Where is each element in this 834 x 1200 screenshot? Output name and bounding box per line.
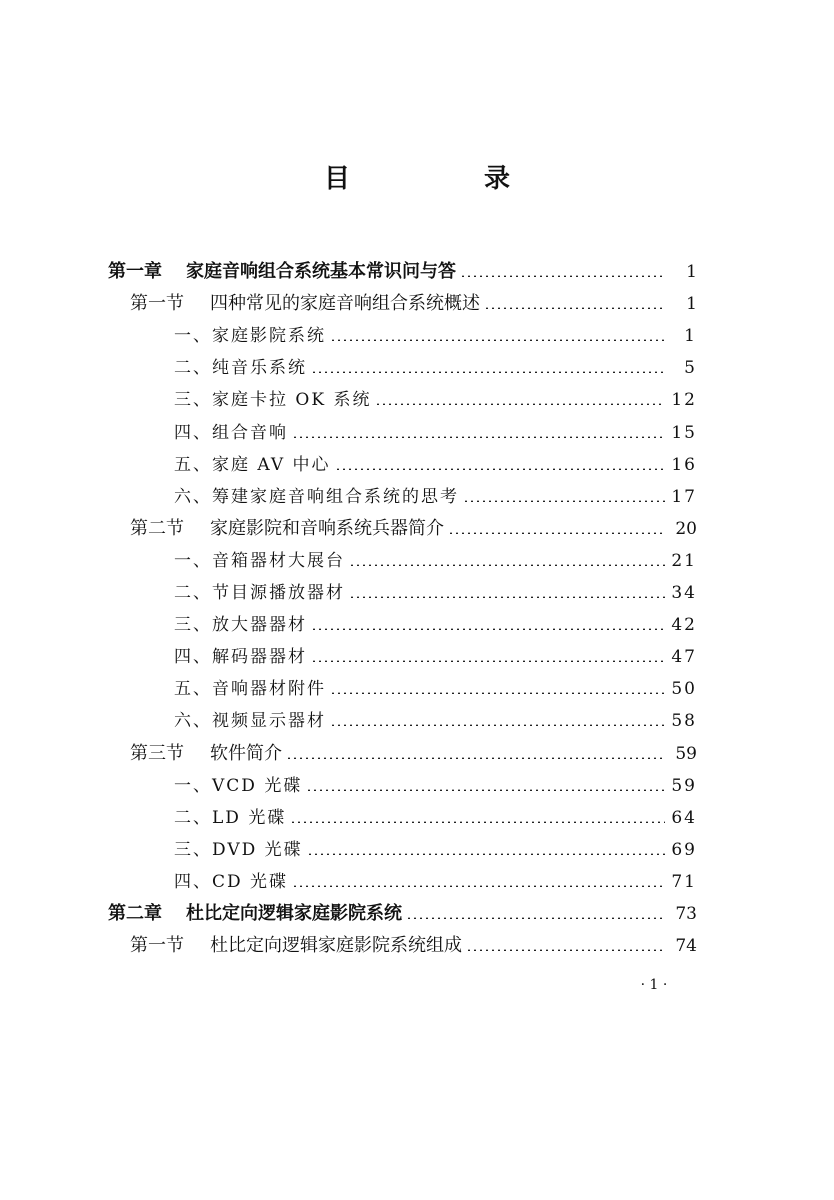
toc-page-number: 5 xyxy=(684,358,697,379)
toc-chapter-entry xyxy=(108,898,697,930)
toc-entry-text: 五、音响器材附件 xyxy=(174,679,326,700)
toc-entry-label xyxy=(174,320,326,352)
toc-entry-label xyxy=(174,352,307,384)
toc-entry-label xyxy=(174,449,331,481)
toc-page-number: 21 xyxy=(671,550,697,571)
toc-entry-label xyxy=(130,513,444,545)
toc-page-number: 64 xyxy=(671,807,697,828)
toc-entry-text: 三、家庭卡拉 OK 系统 xyxy=(174,390,372,411)
dot-leader xyxy=(349,596,665,598)
toc-entry-text: 一、家庭影院系统 xyxy=(174,326,326,347)
toc-page-number: 15 xyxy=(671,422,697,443)
toc-entry-text: 四、解码器器材 xyxy=(174,647,307,668)
toc-page-number: 16 xyxy=(671,454,697,475)
toc-subsection-entry xyxy=(174,545,697,577)
toc-subsection-entry xyxy=(174,320,697,352)
toc-page-number: 20 xyxy=(675,518,697,539)
toc-entry-number: 第一章 xyxy=(108,261,162,282)
toc-entry-text: 杜比定向逻辑家庭影院系统 xyxy=(186,903,402,924)
toc-entry-text: 一、音箱器材大展台 xyxy=(174,550,345,571)
dot-leader xyxy=(460,275,665,277)
toc-entry-label xyxy=(130,930,462,962)
toc-subsection-entry xyxy=(174,641,697,673)
dot-leader xyxy=(311,660,665,662)
dot-leader xyxy=(463,500,665,502)
toc-entry-label xyxy=(130,288,480,320)
toc-section-entry xyxy=(130,930,697,962)
toc-chapter-entry xyxy=(108,256,697,288)
toc-entry-label xyxy=(174,705,326,737)
toc-subsection-entry xyxy=(174,770,697,802)
toc-page-number: 59 xyxy=(671,775,697,796)
toc-page-number: 17 xyxy=(671,486,697,507)
toc-entry-label xyxy=(174,609,307,641)
toc-page-number: 1 xyxy=(684,326,697,347)
toc-section-entry xyxy=(130,288,697,320)
toc-entry-number: 第一节 xyxy=(130,935,184,957)
toc-entry-text: 家庭影院和音响系统兵器简介 xyxy=(210,517,444,539)
toc-subsection-entry xyxy=(174,352,697,384)
toc-entry-label xyxy=(174,384,371,416)
toc-page-number: 1 xyxy=(686,262,697,282)
toc-entry-number: 第一节 xyxy=(130,293,184,315)
toc-entry-text: 二、纯音乐系统 xyxy=(174,358,307,379)
toc-entry-label xyxy=(174,545,345,577)
dot-leader xyxy=(349,564,665,566)
toc-subsection-entry xyxy=(174,802,697,834)
toc-entry-text: 软件简介 xyxy=(210,742,282,764)
toc-subsection-entry xyxy=(174,609,697,641)
dot-leader xyxy=(306,789,665,791)
toc-entry-text: 三、放大器器材 xyxy=(174,615,307,636)
toc-entry-text: 六、筹建家庭音响组合系统的思考 xyxy=(174,486,459,507)
toc-entry-label xyxy=(174,673,326,705)
dot-leader xyxy=(311,628,665,630)
toc-subsection-entry xyxy=(174,417,697,449)
toc-subsection-entry xyxy=(174,384,697,416)
toc-entry-label xyxy=(174,481,459,513)
toc-subsection-entry xyxy=(174,481,697,513)
dot-leader xyxy=(406,917,665,919)
toc-page-number: 59 xyxy=(675,743,697,764)
toc-page-number: 12 xyxy=(671,390,697,411)
toc-page-number: 74 xyxy=(675,936,697,957)
toc-page-number: 42 xyxy=(671,615,697,636)
dot-leader xyxy=(307,853,665,855)
page-number-footer: · 1 · xyxy=(640,977,668,993)
toc-entry-text: 六、视频显示器材 xyxy=(174,711,326,732)
toc-page-number: 58 xyxy=(671,711,697,732)
dot-leader xyxy=(484,307,665,309)
toc-page-number: 34 xyxy=(671,583,697,603)
dot-leader xyxy=(330,724,665,726)
toc-entry-label xyxy=(174,770,302,802)
toc-subsection-entry xyxy=(174,577,697,609)
toc-entry-label xyxy=(174,417,288,449)
toc-page-number: 47 xyxy=(671,647,697,668)
toc-page-number: 73 xyxy=(675,904,697,924)
dot-leader xyxy=(330,692,665,694)
toc-entry-text: 二、LD 光碟 xyxy=(174,807,287,828)
toc-entry-text: 四种常见的家庭音响组合系统概述 xyxy=(210,293,480,315)
dot-leader xyxy=(290,821,665,823)
dot-leader xyxy=(375,403,665,405)
dot-leader xyxy=(335,468,665,470)
dot-leader xyxy=(448,532,665,534)
toc-entry-label xyxy=(108,256,456,288)
toc-entry-number: 第三节 xyxy=(130,742,184,764)
toc-subsection-entry xyxy=(174,705,697,737)
toc-entry-text: 家庭音响组合系统基本常识问与答 xyxy=(186,261,456,282)
toc-entry-label xyxy=(174,866,288,898)
toc-entry-label xyxy=(108,898,402,930)
dot-leader xyxy=(292,885,665,887)
dot-leader xyxy=(466,949,665,951)
toc-subsection-entry xyxy=(174,449,697,481)
toc-entry-number: 第二章 xyxy=(108,903,162,924)
toc-section-entry xyxy=(130,513,697,545)
toc-page-number: 69 xyxy=(671,839,697,860)
toc-entry-text: 杜比定向逻辑家庭影院系统组成 xyxy=(210,935,462,957)
toc-entry-text: 五、家庭 AV 中心 xyxy=(174,454,331,475)
toc-page-number: 1 xyxy=(686,294,697,315)
toc-subsection-entry xyxy=(174,673,697,705)
toc-entry-label xyxy=(174,802,286,834)
toc-entry-label xyxy=(174,641,307,673)
toc-entry-text: 三、DVD 光碟 xyxy=(174,839,303,860)
toc-subsection-entry xyxy=(174,866,697,898)
toc-entry-label xyxy=(130,738,282,770)
page-title: 目 录 xyxy=(323,164,564,194)
dot-leader xyxy=(286,757,665,759)
dot-leader xyxy=(330,339,665,341)
toc-page-number: 71 xyxy=(671,871,697,892)
toc-entry-text: 四、CD 光碟 xyxy=(174,871,289,892)
toc-entry-text: 四、组合音响 xyxy=(174,422,288,443)
toc-subsection-entry xyxy=(174,834,697,866)
toc-entry-text: 二、节目源播放器材 xyxy=(174,583,345,603)
toc-entry-number: 第二节 xyxy=(130,517,184,539)
toc-entry-text: 一、VCD 光碟 xyxy=(174,775,303,796)
toc-section-entry xyxy=(130,738,697,770)
dot-leader xyxy=(292,436,665,438)
dot-leader xyxy=(311,371,665,373)
toc-entry-label xyxy=(174,834,303,866)
toc-page-number: 50 xyxy=(671,679,697,700)
toc-entry-label xyxy=(174,577,345,609)
